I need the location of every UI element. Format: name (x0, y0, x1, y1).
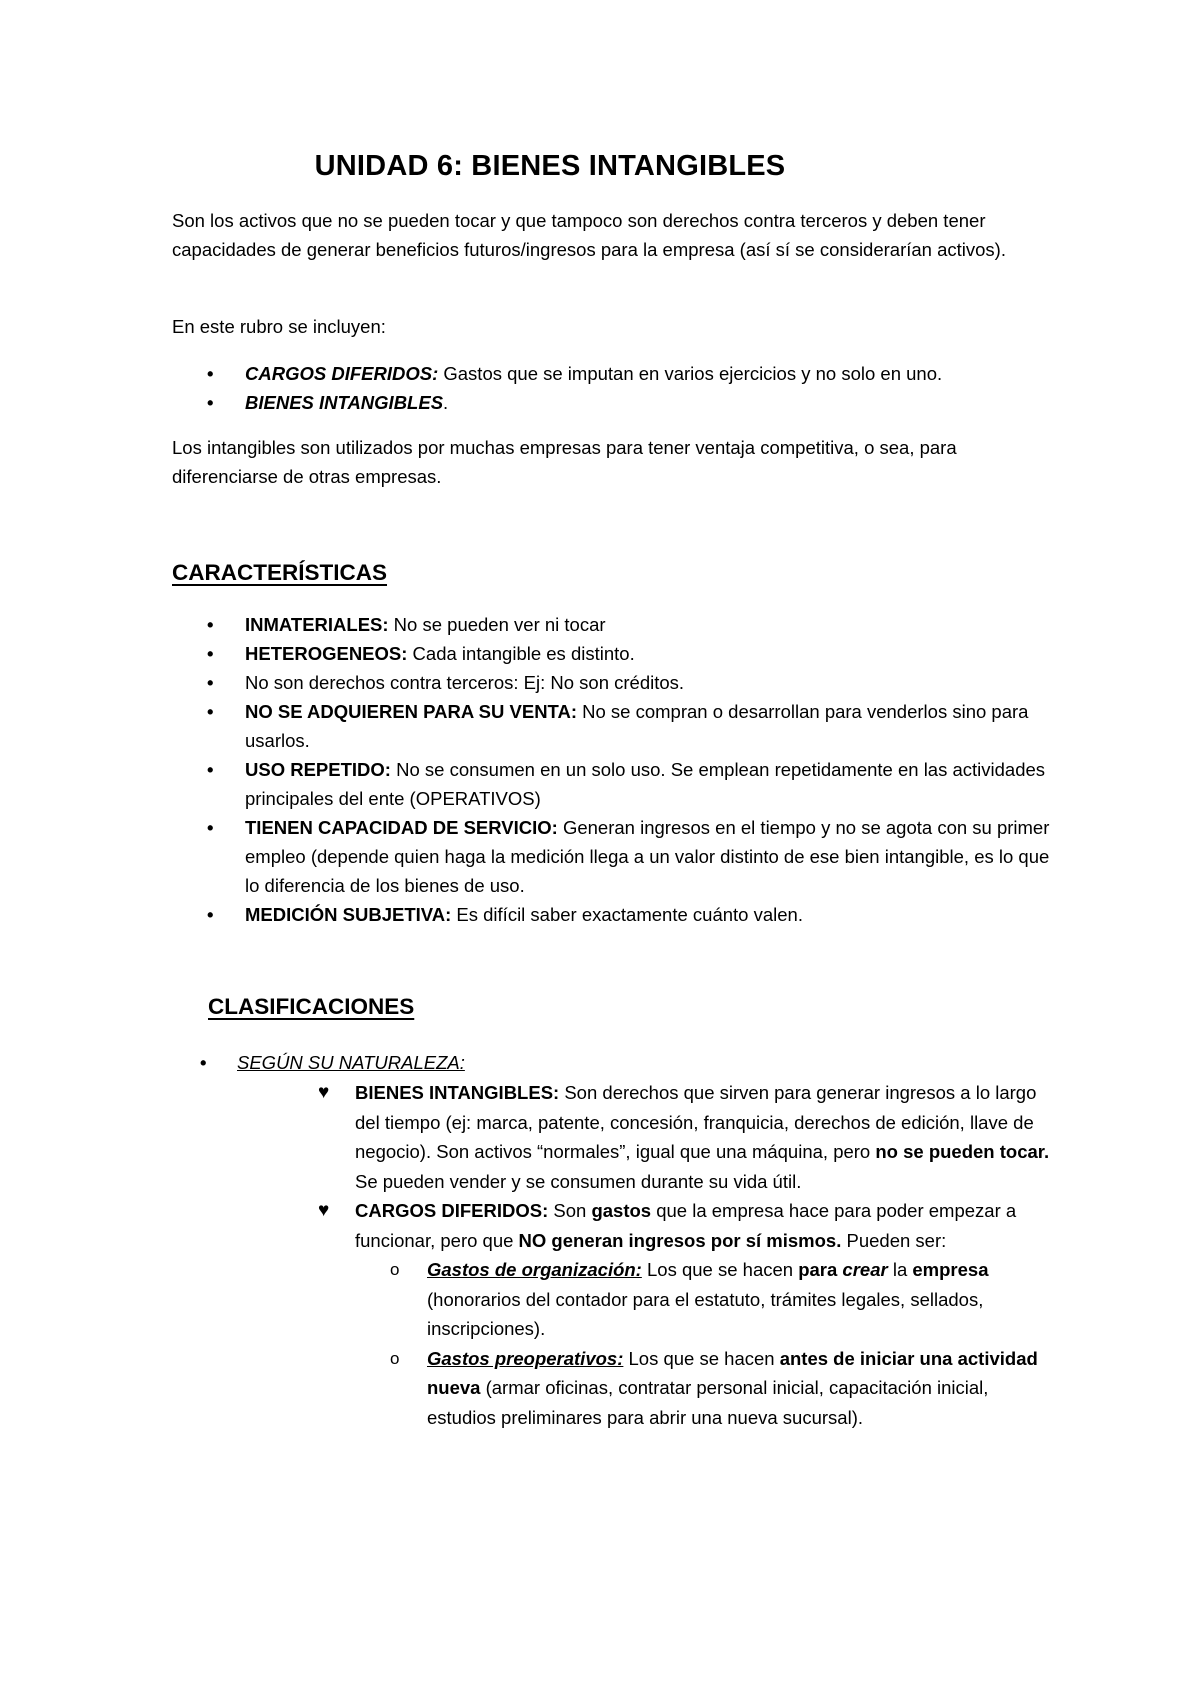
bullet-icon: • (200, 1052, 207, 1073)
list-item (172, 610, 1052, 639)
bullet-icon: • (207, 904, 214, 925)
bullet-icon: • (207, 701, 214, 722)
bullet-icon: • (207, 643, 214, 664)
caracteristicas-list (172, 610, 1052, 929)
item-text: Es difícil saber exactamente cuánto valen. (451, 904, 803, 925)
item-term: Gastos preoperativos: (427, 1347, 624, 1369)
item-emphasis: NO generan ingresos por sí mismos. (518, 1229, 842, 1251)
item-text: No son derechos contra terceros: Ej: No son créditos. (245, 672, 685, 693)
item-term: BIENES INTANGIBLES: (355, 1082, 560, 1103)
item-term: MEDICIÓN SUBJETIVA: (245, 904, 452, 925)
list-item (172, 668, 1052, 697)
list-item (172, 755, 1052, 813)
item-text: que la empresa hace para poder empezar a funcionar, pero que (355, 1200, 1017, 1251)
item-text: Gastos que se imputan en varios ejercicios y no solo en uno. (438, 363, 943, 384)
item-term: BIENES INTANGIBLES (245, 392, 444, 413)
naturaleza-list (318, 1078, 1058, 1432)
item-term: Gastos de organización: (427, 1259, 642, 1280)
bullet-icon: • (207, 614, 214, 635)
bullet-icon: • (207, 817, 214, 838)
item-emphasis: para (798, 1259, 843, 1280)
page-title: UNIDAD 6: BIENES INTANGIBLES (314, 150, 786, 182)
item-text: No se compran o desarrollan para venderlos sino para usarlos. (245, 701, 1029, 751)
item-text: Pueden ser: (841, 1229, 947, 1251)
item-term: INMATERIALES: (245, 614, 389, 635)
item-emphasis: gastos (591, 1200, 652, 1221)
bullet-icon: • (207, 363, 214, 384)
circle-bullet-icon: o (390, 1260, 400, 1279)
list-item (172, 388, 1052, 417)
item-text: Generan ingresos en el tiempo y no se agota con su primer empleo (depende quien haga la medición llega a un valor distinto de ese bien intangible, es lo que lo diferencia de los bienes de uso. (245, 817, 1050, 896)
item-emphasis: crear (842, 1259, 888, 1280)
item-text: Los que se hacen (623, 1347, 780, 1369)
item-term: USO REPETIDO: (245, 759, 391, 780)
item-term: TIENEN CAPACIDAD DE SERVICIO: (245, 817, 558, 838)
list-item (318, 1078, 1058, 1196)
item-term: HETEROGENEOS: (245, 643, 408, 664)
item-text: la (887, 1259, 913, 1280)
item-term: CARGOS DIFERIDOS: (355, 1200, 549, 1221)
item-text: Los que se hacen (641, 1259, 799, 1280)
item-emphasis: antes de iniciar una actividad nueva (427, 1347, 1038, 1398)
list-item (172, 359, 1052, 388)
list-item (172, 813, 1052, 900)
bullet-icon: • (207, 672, 214, 693)
item-text: No se pueden ver ni tocar (388, 614, 606, 635)
heart-bullet-icon: ♥ (318, 1082, 330, 1103)
list-item (172, 639, 1052, 668)
rubro-list (172, 359, 1052, 417)
naturaleza-label: SEGÚN SU NATURALEZA: (237, 1052, 465, 1073)
item-text: Son derechos que sirven para generar ingresos a lo largo del tiempo (ej: marca, patente, concesión, franquicia, derechos de edición, llave de negocio). Son activos “normales”, igual que una máquina, pero (355, 1082, 1037, 1162)
item-text: Se pueden vender y se consumen durante su vida útil. (355, 1170, 802, 1192)
list-item (172, 900, 1052, 929)
item-text: Cada intangible es distinto. (407, 643, 635, 664)
item-text: . (443, 392, 449, 413)
list-item (172, 697, 1052, 755)
intro-paragraph: Son los activos que no se pueden tocar y que tampoco son derechos contra terceros y deben tener capacidades de generar beneficios futuros/ingresos para la empresa (así sí se considerarían activos). (172, 210, 1006, 260)
gastos-list (390, 1255, 1058, 1432)
item-term: CARGOS DIFERIDOS: (245, 363, 439, 384)
item-text: (honorarios del contador para el estatuto, trámites legales, sellados, inscripciones). (427, 1288, 984, 1339)
item-emphasis: empresa (912, 1259, 989, 1280)
circle-bullet-icon: o (390, 1348, 400, 1368)
heart-bullet-icon: ♥ (318, 1200, 330, 1221)
bullet-icon: • (207, 392, 214, 413)
list-item (318, 1196, 1058, 1432)
ventaja-paragraph: Los intangibles son utilizados por muchas empresas para tener ventaja competitiva, o sea, para diferenciarse de otras empresas. (172, 437, 957, 487)
item-term: NO SE ADQUIEREN PARA SU VENTA: (245, 701, 577, 722)
list-item (390, 1344, 1058, 1433)
item-text: (armar oficinas, contratar personal inicial, capacitación inicial, estudios preliminares para abrir una nueva sucursal). (427, 1377, 989, 1428)
clasificaciones-heading: CLASIFICACIONES (208, 994, 415, 1019)
rubro-intro: En este rubro se incluyen: (172, 316, 386, 337)
item-text: Son (548, 1200, 592, 1221)
item-text: No se consumen en un solo uso. Se emplean repetidamente en las actividades principales del ente (OPERATIVOS) (245, 759, 1046, 809)
caracteristicas-heading: CARACTERÍSTICAS (172, 560, 388, 585)
list-item (390, 1255, 1058, 1344)
bullet-icon: • (207, 759, 214, 780)
item-emphasis: no se pueden tocar. (875, 1141, 1050, 1162)
